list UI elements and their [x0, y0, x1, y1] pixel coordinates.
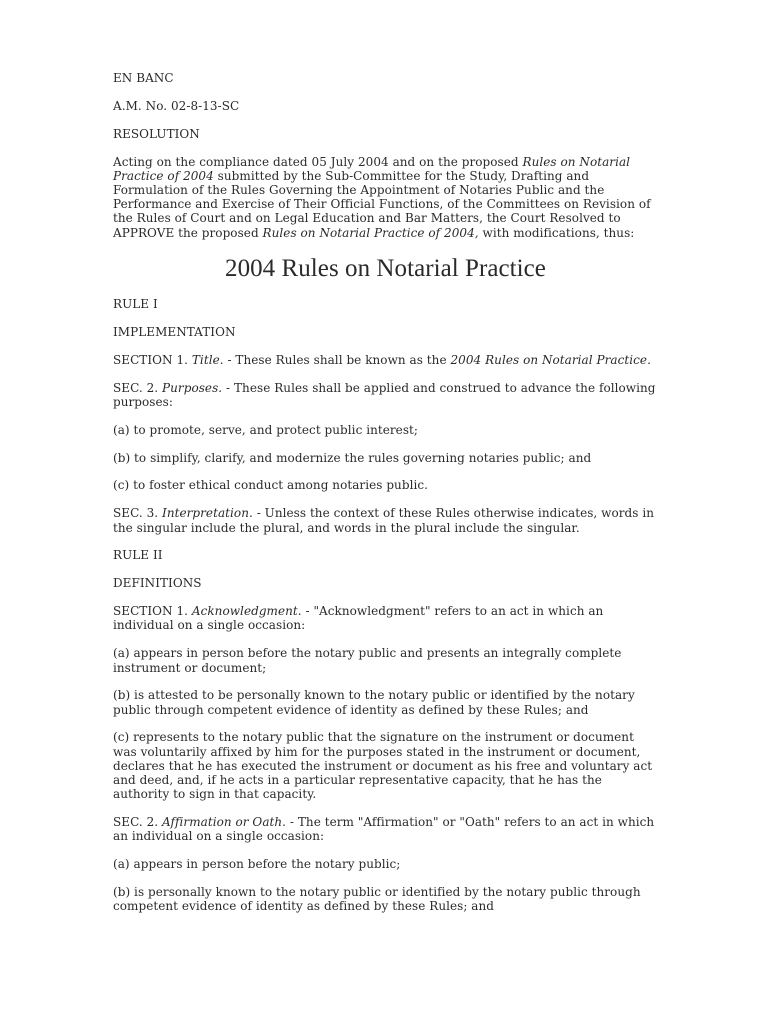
rule-heading: RULE I — [113, 296, 158, 311]
section-text: - Unless the context of these Rules otherwise indicates, words in the singular include the plural, and words in the plural include the singular. — [113, 506, 655, 535]
rule-subheading: IMPLEMENTATION — [113, 324, 236, 339]
section-acknowledgment — [113, 604, 658, 632]
section-title — [113, 353, 658, 367]
document-title: 2004 Rules on Notarial Practice — [225, 254, 546, 282]
section-label: SEC. 2. — [113, 815, 163, 830]
list-item: (b) to simplify, clarify, and modernize the rules governing notaries public; and — [113, 450, 592, 465]
section-text: - These Rules shall be known as the — [223, 352, 451, 367]
intro-italic-1: Rules on Notarial Practice of 2004 — [113, 154, 631, 183]
intro-italic-2: Rules on Notarial Practice of 2004, — [262, 225, 479, 240]
intro-paragraph — [113, 155, 658, 240]
section-term: Acknowledgment. — [191, 604, 302, 619]
court-division: EN BANC — [113, 71, 174, 85]
list-item: (a) appears in person before the notary public; — [113, 857, 401, 872]
list-item: (b) is attested to be personally known to the notary public or identified by the notary public through competent evidence of identity as defined by these Rules; and — [113, 688, 635, 717]
list-item: (a) to promote, serve, and protect public interest; — [113, 422, 419, 437]
section-term: Interpretation. — [162, 506, 253, 521]
section-interpretation — [113, 506, 658, 534]
document-page — [113, 71, 658, 927]
section-label: SEC. 3. — [113, 506, 163, 521]
section-label: SEC. 2. — [113, 380, 163, 395]
rule-heading: RULE II — [113, 548, 163, 563]
resolution-heading: RESOLUTION — [113, 126, 200, 141]
section-text: - "Acknowledgment" refers to an act in which an individual on a single occasion: — [113, 604, 604, 633]
section-term: Purposes. — [162, 380, 223, 395]
section-affirmation — [113, 815, 658, 843]
section-label: SECTION 1. — [113, 352, 192, 367]
intro-text-3: with modifications, thus: — [478, 225, 635, 240]
list-item: (b) is personally known to the notary public or identified by the notary public through competent evidence of identity as defined by these Rules; and — [113, 885, 641, 914]
section-italic: 2004 Rules on Notarial Practice. — [450, 352, 651, 367]
case-number: A.M. No. 02-8-13-SC — [113, 98, 240, 113]
intro-text-2: submitted by the Sub-Committee for the Study, Drafting and Formulation of the Rules Governing the Appointment of Notaries Public and the Performance and Exercise of Their Official Functions, of the Committees on Revision of the Rules of Court and on Legal Education and Bar Matters, the Court Resolved to APPROVE the proposed — [113, 168, 651, 240]
section-label: SECTION 1. — [113, 604, 192, 619]
section-purposes — [113, 381, 658, 409]
list-item: (c) represents to the notary public that the signature on the instrument or document was voluntarily affixed by him for the purposes stated in the instrument or document, declares that he has executed the instrument or document as his free and voluntary act and deed, and, if he acts in a particular representative capacity, that he has the authority to sign in that capacity. — [113, 730, 653, 802]
section-term: Affirmation or Oath. — [162, 815, 287, 830]
section-text: - These Rules shall be applied and construed to advance the following purposes: — [113, 380, 656, 409]
section-term: Title. — [191, 352, 224, 367]
rule-subheading: DEFINITIONS — [113, 576, 202, 591]
list-item: (c) to foster ethical conduct among notaries public. — [113, 478, 428, 493]
section-text: - The term "Affirmation" or "Oath" refers to an act in which an individual on a single occasion: — [113, 815, 655, 844]
list-item: (a) appears in person before the notary public and presents an integrally complete instrument or document; — [113, 646, 622, 675]
intro-text-1: Acting on the compliance dated 05 July 2004 and on the proposed — [113, 154, 523, 169]
